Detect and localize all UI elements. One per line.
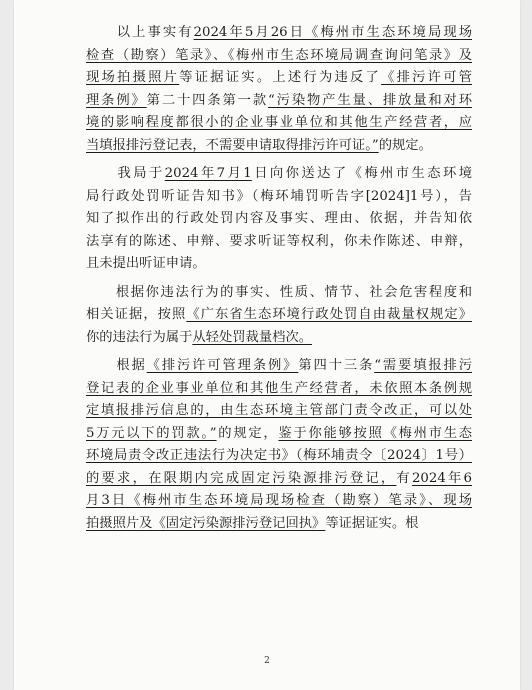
underlined-text: 2024年6 xyxy=(411,470,472,486)
paragraph xyxy=(86,355,472,535)
text-run: 我局于 xyxy=(86,166,165,181)
text-line xyxy=(86,67,472,90)
text-run: 且未提出听证申请。 xyxy=(86,256,206,271)
text-line xyxy=(86,327,472,350)
page-number: 2 xyxy=(264,656,270,666)
underlined-text: 环境局责令改正违法行为决定书》（梅环埔责令〔2024〕1号） xyxy=(86,448,472,463)
underlined-text: 登记表的企业事业单位和其他生产经营者，未依照本条例规 xyxy=(86,380,472,396)
underlined-text: 鉴于你能够按照《梅州市生态 xyxy=(278,425,472,441)
paragraph xyxy=(86,163,472,276)
text-run: 以上事实有 xyxy=(86,25,194,40)
text-line xyxy=(86,490,472,513)
text-run: 第二十四条第一款 xyxy=(146,92,269,108)
text-line xyxy=(86,423,472,446)
underlined-text: 当填报排污登记表，不需要申请取得排污许可证。” xyxy=(86,137,379,153)
text-line xyxy=(86,231,472,254)
document-body xyxy=(86,22,472,535)
text-line xyxy=(86,112,472,135)
underlined-text: “需要填报排污 xyxy=(374,358,472,373)
text-run: 有 xyxy=(396,470,412,486)
text-run: 法享有的陈述、申辩、要求听证等权利，你未作陈述、申辩， xyxy=(86,233,472,249)
text-run: 你的违法行为属于 xyxy=(86,329,193,345)
underlined-text: 理条例》 xyxy=(86,92,147,108)
text-run: 局行政处罚听证告知书》（梅环埔罚听告字[2024]1号），告 xyxy=(86,188,472,204)
text-line xyxy=(86,355,472,378)
paragraph xyxy=(86,22,472,157)
text-run: 的规定。 xyxy=(378,137,432,153)
underlined-text: 检查（勘察）笔录》、《梅州市生态环境局调查询问笔录》及 xyxy=(86,47,472,63)
underlined-text: 从轻处罚裁量档次。 xyxy=(192,329,313,345)
text-run: 根据 xyxy=(86,358,147,373)
text-line xyxy=(86,378,472,401)
text-run: 等证据证实。根 xyxy=(325,515,419,531)
text-run: 根据你违法行为的事实、性质、情节、社会危害程度和 xyxy=(86,284,472,300)
underlined-text: 《排污许可管理条例》 xyxy=(146,358,299,373)
text-line xyxy=(86,468,472,491)
text-line xyxy=(86,186,472,209)
text-line xyxy=(86,90,472,113)
underlined-text: 定填报排污信息的，由生态环境主管部门责令改正，可以处 xyxy=(86,403,472,418)
text-run: 相关证据，按照 xyxy=(86,307,187,322)
underlined-text: 境的影响程度都很小的企业事业单位和其他生产经营者，应 xyxy=(86,115,472,130)
text-run: 等证据证实。上述行为违反了 xyxy=(179,70,382,85)
text-run: 的规定， xyxy=(216,425,279,441)
underlined-text: 《排污许可管 xyxy=(381,70,472,85)
text-run: 第四十三条 xyxy=(298,358,375,373)
underlined-text: 2024年7月1 xyxy=(164,166,252,181)
paragraph xyxy=(86,282,472,350)
text-line xyxy=(86,163,472,186)
underlined-text: 拍摄照片及《固定污染源排污登记回执》 xyxy=(86,515,326,531)
text-line xyxy=(86,253,472,276)
underlined-text: 月3日《梅州市生态环境局现场检查（勘察）笔录》、现场 xyxy=(86,493,472,508)
text-line xyxy=(86,400,472,423)
text-line xyxy=(86,282,472,305)
underlined-text: 现场拍摄照片 xyxy=(86,70,180,85)
underlined-text: 2024年5月26日《梅州市生态环境局现场 xyxy=(193,25,472,40)
text-line xyxy=(86,208,472,231)
underlined-text: 《广东省生态环境行政处罚自由裁量权规定》 xyxy=(186,307,472,322)
text-line xyxy=(86,135,472,158)
text-line xyxy=(86,45,472,68)
underlined-text: 5万元以下的罚款。” xyxy=(86,425,217,441)
underlined-text: “污染物产生量、排放量和对环 xyxy=(268,92,472,108)
text-line xyxy=(86,445,472,468)
text-line xyxy=(86,304,472,327)
document-page xyxy=(14,0,520,690)
text-run: 知了拟作出的行政处罚内容及事实、理由、依据，并告知依 xyxy=(86,211,472,226)
underlined-text: 的要求，在限期内完成固定污染源排污登记， xyxy=(86,470,397,486)
text-line xyxy=(86,22,472,45)
text-run: 日向你送达了《梅州市生态环境 xyxy=(251,166,472,181)
text-line xyxy=(86,513,472,536)
